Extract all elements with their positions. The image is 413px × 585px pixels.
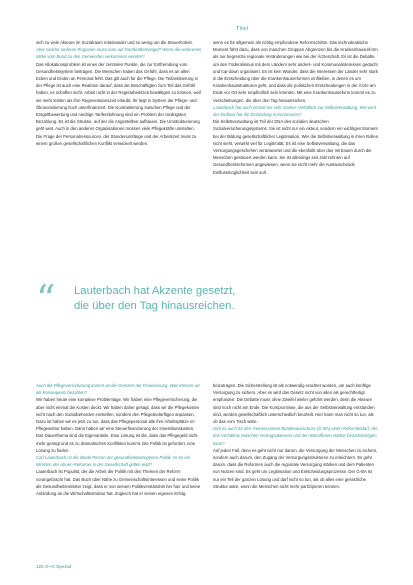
bottom-left-column — [36, 382, 202, 497]
pull-quote — [36, 276, 396, 334]
body-paragraph: wenn es für allgemein als richtig empfundene Reformschritte. Das technokratische Moment führt dazu, dass von manchen Gruppen Abgrenzen bis die Krankenhausreform als nur begrenzte regionale Veränderungen wie bei der Ärzteschaft. Es ist die Debatte um den Föderalismus mit dem Ländern sehr anders- und Kommunalinteressen gedacht und top-down organisiert. Es ist kein Wunder, dass die Interessen der Länder sehr stark in die Entscheidung über die Krankenhausreformen einfließen, in denen es um Krankenhausstrukturen geht, und dass die politischen Entscheidungen in der Ärzte am Ende vor Ort sehr empfindlich sein könnten. Mit eine Krankenhausreform kommt es zu Verschiebungen, die über den Tag hinausreichen. — [213, 40, 379, 103]
top-right-column — [213, 39, 379, 176]
interview-question: Lauterbach hat auch einmal ein sehr starkes Verhältnis zur Selbstverwaltung. Wie wird der Einfluss hat die Einbindung in Kommunen? — [213, 104, 376, 118]
interview-question: Aber welche anderen Regionen muss man auf Fachkräftemangel? Wenn die verlorenen Mittel vom Bund zu den Gemeinden verkommen werden? — [36, 47, 202, 60]
quote-mark-icon: “ — [36, 277, 56, 321]
pull-quote-text — [74, 284, 394, 313]
body-paragraph: Das Allokationsproblem ist eines der zentralen Punkte, die zur Entfremdung vom Gesundheitssystem beitragen. Die Menschen haben das Gefühl, dass es an allen Ecken und Enden an Personal fehlt. Das gilt auch für die Pflege. Die Teilzeitisierung in der Pflege ist auch eine Reaktion darauf, dass die Beschäftigten zum Teil das Gefühl haben, es schaffen nicht. Arbeit nicht in der Regelarbeitszeit bewältigen zu können, weil sie mehr leisten als ihre Regenerationszeit erlaubt. Ihr liegt in System der Pflege- und Ökonomisierung hoch unterfinanziert. Die Kontrastierung zwischen Pflege und der Entgeltbewertung und niedrige Tarifentlohnung sind ein Problem der niedrigsten Bezahlung. Es ist die Struktur, auf der die Angestellten aufbauen. Die Umstrukturierung geht weit. Auch in den anderen Organisationen müssen viele Pflegekräfte umstellen. Die Frage der Personalressourcen, der Stundenumfänge und der Arbeitszeit muss zu einem großen gesellschaftlichen Konflikt verwickelt werden. — [36, 61, 201, 146]
body-paragraph: Wir haben heute eine komplexe Problemlage. Wir haben eine Pflegeversicherung, die aber nicht einmal die Kosten deckt. Wir haben daher gesagt, dass wir die Pflegekosten nicht nach den Sozialbehörden einstellen, sondern den Pflegebedürftigen anpassen. Dazu ist haben wir es jetzt zu tun, dass das Pflegepersonal alle ihre Arbeitsplätze im Pflegesektor haben. Dann haben wir eine Steuerfinanzierung der Investitionskosten. Das Dauerthema sind die Eigenanteile. Eine Lösung ist die, dass das Pflegegeld nicht mehr genügt und es zu dramatischen Konflikten kommt. Die Politik ist gefordert, eine Lösung zu finden. — [36, 397, 200, 453]
top-left-column — [36, 39, 202, 147]
body-paragraph: Lauterbach ist Populist, der die Arbeit der Politik mit den Themen der Reform vorangebracht hat. Das Buch über Nähe zu Gemeinschaftsinteressen und seine Politik als Gesundheitsminister zeigt, dass er von seinem Politikverständnis her hier und keine Anbindung an die Wirtschaftsstruktur hat. Zugleich hat er seinen eigenen Erfolg. — [36, 469, 201, 497]
body-paragraph: sich zu viele Akteure im Sozialraum miteinander und so wenig um die Steuerhoheit. — [36, 40, 193, 45]
pull-quote-line: die über den Tag hinausreichen. — [74, 299, 235, 312]
bottom-right-column — [213, 382, 379, 490]
section-title: Titel — [236, 26, 249, 32]
body-paragraph: Auf jeden Fall, denn es geht nicht nur darum, die Versorgung der Menschen zu sichern, sondern auch darum, den Zugang der Versorgungsstrukturen zu erleichtern. Es geht darum, dass die Reformen auch die regionale Versorgung stärken und dem Patienten von Nutzen sind. Es geht um Legitimation und Entscheidungsprozesse. Der G-BA ist nur ein Teil der ganzen Lösung und darf nicht so tun, als ob alles eine gesetzliche Struktur wäre, wenn die Menschen nicht mehr partizipieren können. — [213, 447, 378, 489]
body-paragraph: Die Selbstverwaltung ist Teil der DNA des sozialen deutschen Sozialversicherungssystems. Sie ist nicht nur ein Akteur, sondern ein wichtiges Moment bei der Bildung gesellschaftlicher Legitimation. Wer die Selbstverwaltung in ihren Rollen nicht sieht, verwirkt viel für Legitimität. Es ist eine Selbstverwaltung, die das Versorgungsgeschehen verantwortet und die ebenfalls über das Vertrauen durch die Menschen gesteuert werden kann. Sie ist allerdings seit Jahrzehnten auf Gesundheitsreformen angewiesen, wenn sie nicht mehr die Austauschende Einflussmöglichkeit sein soll. — [213, 119, 379, 175]
pull-quote-line: Lauterbach hat Akzente gesetzt, — [74, 285, 236, 297]
page-footer: 126 G+G Spezial — [36, 564, 72, 569]
interview-question: Carl Lauterbach ist die ideale Person der gesundheitsbezogenen Politik. Ist es ein Minister, der als ein Reformer in der Gesellschaft gelten wird? — [36, 455, 191, 468]
body-paragraph: beizutragen. Die Sicherstellung ist als notwendig erachtet worden, um auch künftige Versorgung zu sichern. Aber es wird das Gesetz nicht von allen als gerechtfertigt empfunden. Die Debatte muss ohne Zweifel weiter geführt werden, denn die Akteure sind noch nicht am Ende. Die Kompromisse, die aus der Selbstverwaltung entstanden sind, werden gesellschaftlich unterschiedlich beurteilt. Hier kann man nicht so tun, als ob das vom Tisch wäre. — [213, 383, 375, 425]
interview-question: Gibt es auch für den Gemeinsamen Bundesausschuss (G-BA) einen Reformbedarf, der das Verhältnis zwischen Vertragsakteuren und den Betroffenen stärker berücksichtigen kann? — [213, 426, 378, 446]
interview-question: Auch die Pflegeversicherung kommt an die Grenzen der Finanzierung. Was können wir als Konsequenz bezahlen? — [36, 383, 200, 396]
